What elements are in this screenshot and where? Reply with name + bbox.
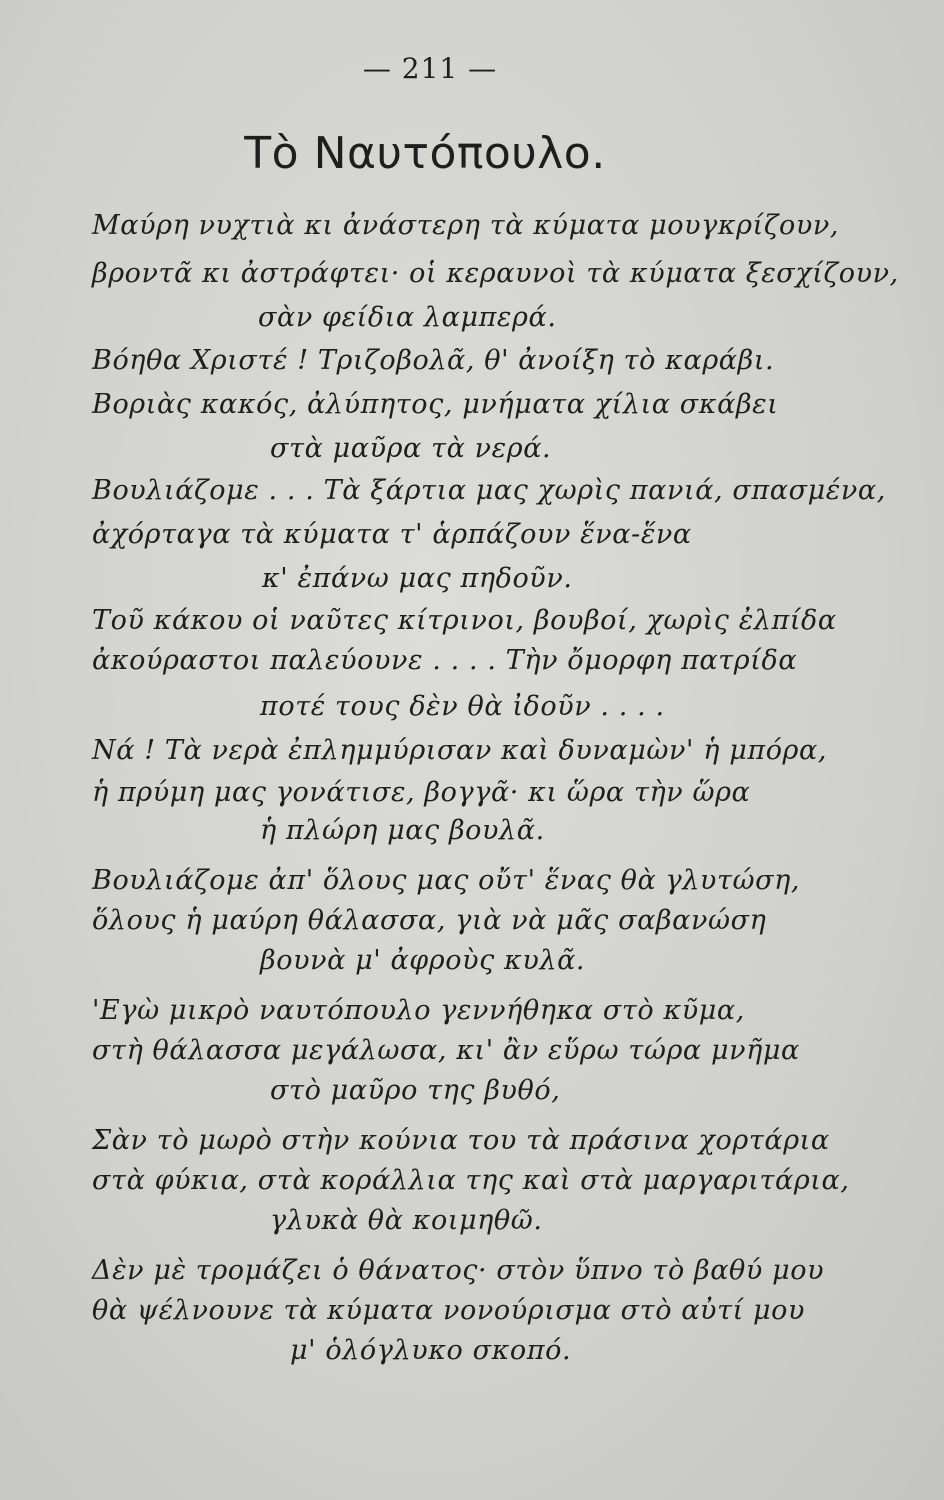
poem-line: Δὲν μὲ τρομάζει ὁ θάνατος· στὸν ὕπνο τὸ βαθύ μου [92, 1255, 825, 1286]
poem-line: σὰν φείδια λαμπερά. [258, 302, 557, 333]
poem-line: βουνὰ μ' ἀφροὺς κυλᾶ. [260, 945, 586, 976]
poem-line: Μαύρη νυχτιὰ κι ἀνάστερη τὰ κύματα μουγκρίζουν, [92, 210, 840, 241]
poem-line: κ' ἐπάνω μας πηδοῦν. [262, 563, 573, 594]
poem-line: στὴ θάλασσα μεγάλωσα, κι' ἂν εὕρω τώρα μνῆμα [92, 1035, 800, 1066]
poem-line: Βουλιάζομε ἀπ' ὅλους μας οὔτ' ἕνας θὰ γλυτώση, [92, 865, 801, 896]
poem-line: στὸ μαῦρο της βυθό, [270, 1075, 561, 1106]
poem-line: ἡ πρύμη μας γονάτισε, βογγᾶ· κι ὥρα τὴν ὥρα [92, 777, 751, 808]
poem-line: ὅλους ἡ μαύρη θάλασσα, γιὰ νὰ μᾶς σαβανώση [92, 905, 767, 936]
poem-line: θὰ ψέλνουνε τὰ κύματα νονούρισμα στὸ αὐτί μου [92, 1295, 805, 1326]
poem-line: Τοῦ κάκου οἱ ναῦτες κίτρινοι, βουβοί, χωρὶς ἐλπίδα [92, 605, 837, 636]
poem-line: ἀκούραστοι παλεύουνε . . . . Τὴν ὄμορφη πατρίδα [92, 645, 798, 676]
poem-line: ἀχόρταγα τὰ κύματα τ' ἁρπάζουν ἕνα-ἕνα [92, 519, 692, 550]
page-number: — 211 — [362, 52, 498, 85]
poem-line: βροντᾶ κι ἀστράφτει· οἱ κεραυνοὶ τὰ κύματα ξεσχίζουν, [92, 258, 899, 289]
poem-line: γλυκὰ θὰ κοιμηθῶ. [270, 1205, 543, 1236]
poem-line: μ' ὁλόγλυκο σκοπό. [290, 1335, 572, 1366]
poem-line: στὰ φύκια, στὰ κοράλλια της καὶ στὰ μαργαριτάρια, [92, 1165, 850, 1196]
poem-line: Βόηθα Χριστέ ! Τριζοβολᾶ, θ' ἀνοίξη τὸ καράβι. [92, 345, 775, 376]
poem-line: Νά ! Τὰ νερὰ ἐπλημμύρισαν καὶ δυναμὼν' ἡ μπόρα, [92, 735, 828, 766]
poem-line: 'Εγὼ μικρὸ ναυτόπουλο γεννήθηκα στὸ κῦμα, [92, 995, 745, 1026]
poem-line: Βοριὰς κακός, ἀλύπητος, μνήματα χίλια σκάβει [92, 389, 779, 420]
poem-line: Βουλιάζομε . . . Τὰ ξάρτια μας χωρὶς πανιά, σπασμένα, [92, 475, 886, 506]
poem-line: στὰ μαῦρα τὰ νερά. [270, 433, 552, 464]
poem-title: Τὸ Ναυτόπουλο. [244, 128, 606, 179]
poem-line: ἡ πλώρη μας βουλᾶ. [260, 815, 545, 846]
poem-line: Σὰν τὸ μωρὸ στὴν κούνια του τὰ πράσινα χορτάρια [92, 1125, 830, 1156]
poem-line: ποτέ τους δὲν θὰ ἰδοῦν . . . . [260, 691, 665, 722]
